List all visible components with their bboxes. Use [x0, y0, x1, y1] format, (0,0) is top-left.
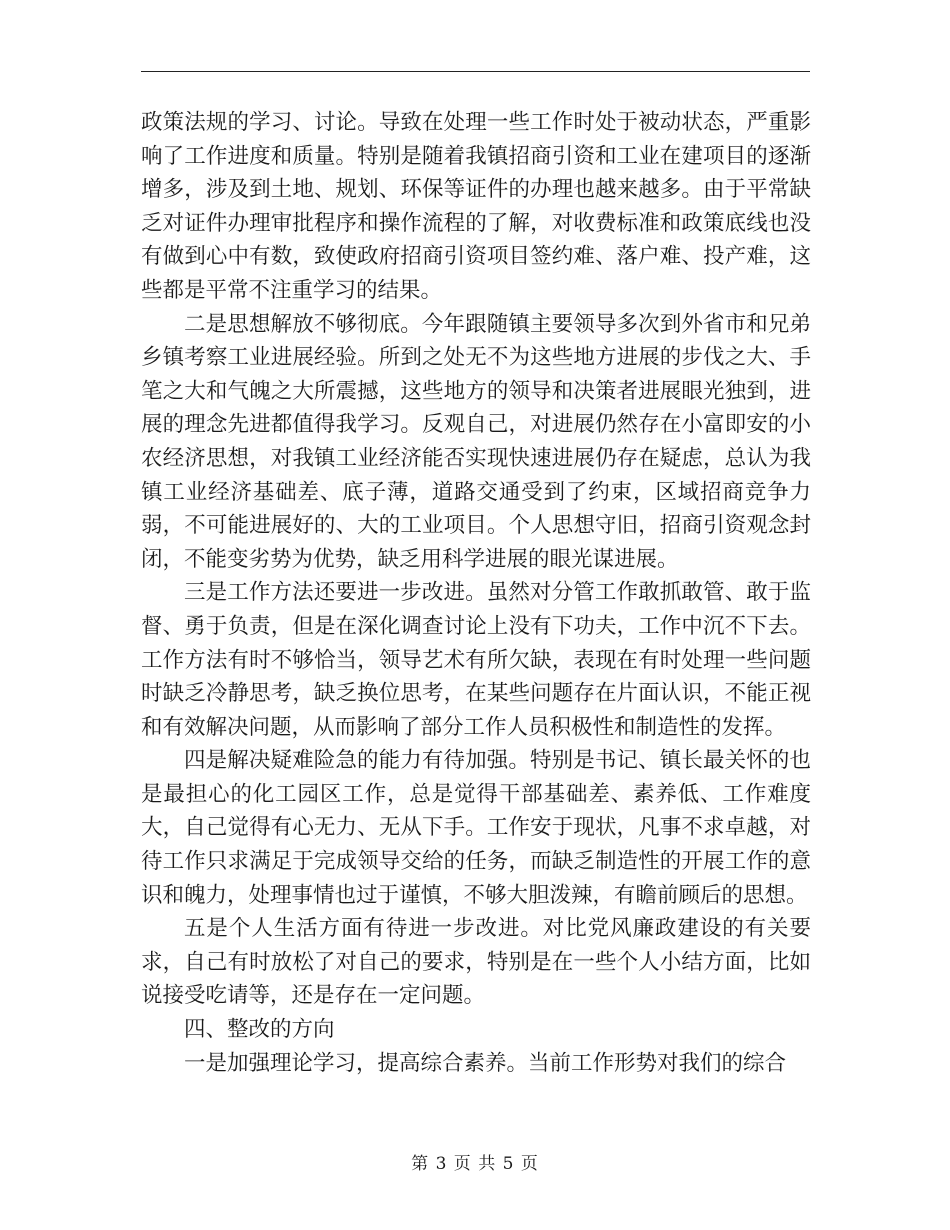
page-footer: 第 3 页 共 5 页: [411, 1154, 539, 1174]
paragraph-6: 一是加强理论学习，提高综合素养。当前工作形势对我们的综合: [184, 1050, 787, 1076]
document-body: [141, 106, 811, 1080]
paragraph-3: 三是工作方法还要进一步改进。虽然对分管工作敢抓敢管、敢于监督、勇于负责，但是在深化调查讨论上没有下功夫，工作中沉不下去。工作方法有时不够恰当，领导艺术有所欠缺，表现在有时处理一些问题时缺乏冷静思考，缺乏换位思考，在某些问题存在片面认识，不能正视和有效解决问题，从而影响了部分工作人员积极性和制造性的发挥。: [141, 580, 811, 740]
paragraph-2: 二是思想解放不够彻底。今年跟随镇主要领导多次到外省市和兄弟乡镇考察工业进展经验。所到之处无不为这些地方进展的步伐之大、手笔之大和气魄之大所震撼，这些地方的领导和决策者进展眼光独到，进展的理念先进都值得我学习。反观自己，对进展仍然存在小富即安的小农经济思想，对我镇工业经济能否实现快速进展仍存在疑虑，总认为我镇工业经济基础差、底子薄，道路交通受到了约束，区域招商竞争力弱，不可能进展好的、大的工业项目。个人思想守旧，招商引资观念封闭，不能变劣势为优势，缺乏用科学进展的眼光谋进展。: [141, 311, 811, 572]
paragraph-1: 政策法规的学习、讨论。导致在处理一些工作时处于被动状态，严重影响了工作进度和质量。特别是随着我镇招商引资和工业在建项目的逐渐增多，涉及到土地、规划、环保等证件的办理也越来越多。由于平常缺乏对证件办理审批程序和操作流程的了解，对收费标准和政策底线也没有做到心中有数，致使政府招商引资项目签约难、落户难、投产难，这些都是平常不注重学习的结果。: [141, 110, 811, 303]
section-heading: 四、整改的方向: [184, 1017, 335, 1043]
paragraph-4: 四是解决疑难险急的能力有待加强。特别是书记、镇长最关怀的也是最担心的化工园区工作，总是觉得干部基础差、素养低、工作难度大，自己觉得有心无力、无从下手。工作安于现状，凡事不求卓越，对待工作只求满足于完成领导交给的任务，而缺乏制造性的开展工作的意识和魄力，处理事情也过于谨慎，不够大胆泼辣，有瞻前顾后的思想。: [141, 748, 811, 908]
header-rule: [141, 71, 810, 72]
paragraph-5: 五是个人生活方面有待进一步改进。对比党风廉政建设的有关要求，自己有时放松了对自己的要求，特别是在一些个人小结方面，比如说接受吃请等，还是存在一定问题。: [141, 916, 811, 1009]
